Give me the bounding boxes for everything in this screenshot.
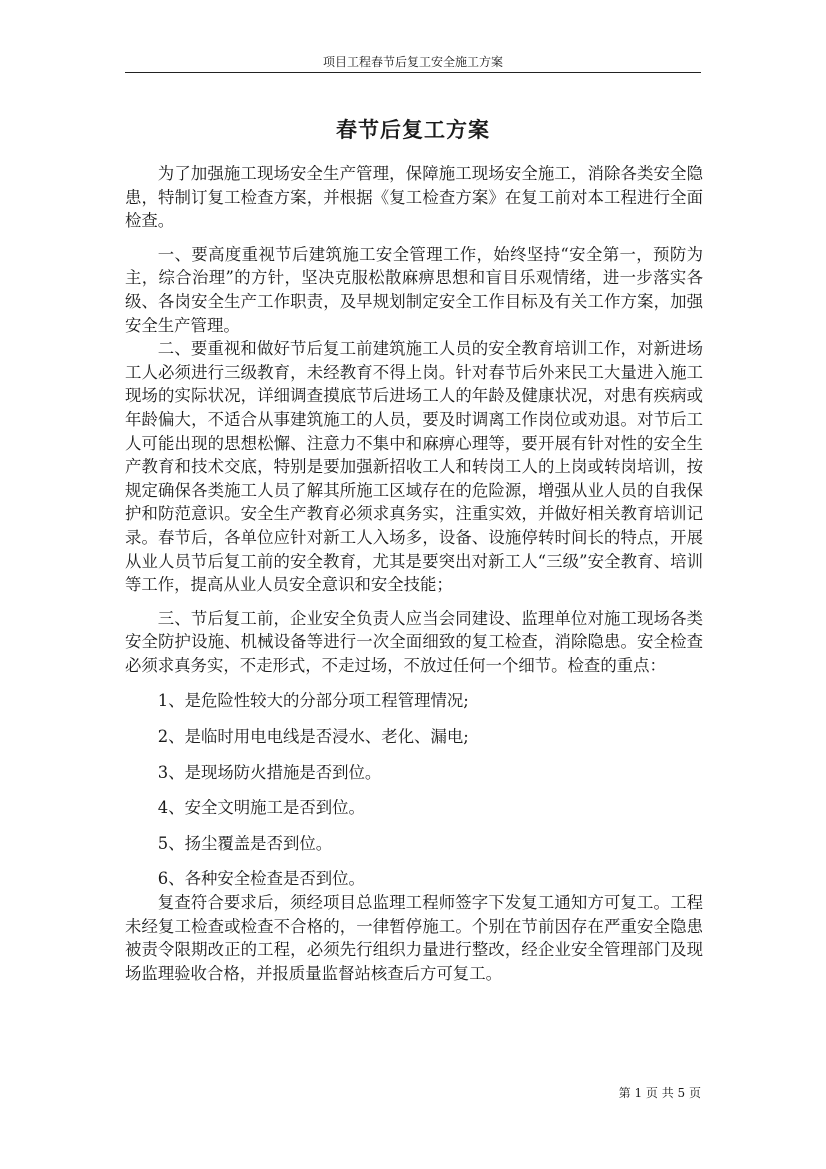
document-title: 春节后复工方案 — [336, 117, 490, 142]
checklist-item: 3、是现场防火措施是否到位。 — [157, 762, 382, 782]
section-three: 三、节后复工前，企业安全负责人应当会同建设、监理单位对施工现场各类安全防护设施、机械设备等进行一次全面细致的复工检查，消除隐患。安全检查必须求真务实，不走形式，不走过场，不放过任何一个细节。检查的重点： — [125, 608, 703, 675]
checklist-item: 4、安全文明施工是否到位。 — [157, 798, 365, 818]
section-one: 一、要高度重视节后建筑施工安全管理工作，始终坚持“安全第一，预防为主，综合治理”的方针，坚决克服松散麻痹思想和盲目乐观情绪，进一步落实各级、各岗安全生产工作职责，及早规划制定安全工作目标及有关工作方案，加强安全生产管理。 — [125, 244, 703, 335]
checklist-item: 1、是危险性较大的分部分项工程管理情况; — [157, 691, 469, 711]
checklist-item: 6、各种安全检查是否到位。 — [157, 869, 365, 889]
page-number: 第 1 页 共 5 页 — [618, 1086, 701, 1100]
checklist-item: 2、是临时用电电线是否浸水、老化、漏电; — [157, 727, 469, 747]
page-header: 项目工程春节后复工安全施工方案 — [322, 55, 503, 69]
closing-paragraph: 复查符合要求后，须经项目总监理工程师签字下发复工通知方可复工。工程未经复工检查或检查不合格的，一律暂停施工。个别在节前因存在严重安全隐患被责令限期改正的工程，必须先行组织力量进行整改，经企业安全管理部门及现场监理验收合格，并报质量监督站核查后方可复工。 — [125, 893, 703, 983]
document-body — [125, 162, 703, 985]
header-divider — [125, 72, 701, 73]
checklist-item: 5、扬尘覆盖是否到位。 — [157, 833, 333, 853]
section-two: 二、要重视和做好节后复工前建筑施工人员的安全教育培训工作，对新进场工人必须进行三级教育，未经教育不得上岗。针对春节后外来民工大量进入施工现场的实际状况，详细调查摸底节后进场工人的年龄及健康状况，对患有疾病或年龄偏大，不适合从事建筑施工的人员，要及时调离工作岗位或劝退。对节后工人可能出现的思想松懈、注意力不集中和麻痹心理等，要开展有针对性的安全生产教育和技术交底，特别是要加强新招收工人和转岗工人的上岗或转岗培训，按规定确保各类施工人员了解其所施工区域存在的危险源，增强从业人员的自我保护和防范意识。安全生产教育必须求真务实，注重实效，并做好相关教育培训记录。春节后，各单位应针对新工人入场多，设备、设施停转时间长的特点，开展从业人员节后复工前的安全教育，尤其是要突出对新工人“三级”安全教育、培训等工作，提高从业人员安全意识和安全技能； — [125, 339, 703, 595]
intro-paragraph: 为了加强施工现场安全生产管理，保障施工现场安全施工，消除各类安全隐患，特制订复工检查方案，并根据《复工检查方案》在复工前对本工程进行全面检查。 — [125, 164, 703, 231]
inspection-checklist — [125, 689, 703, 891]
